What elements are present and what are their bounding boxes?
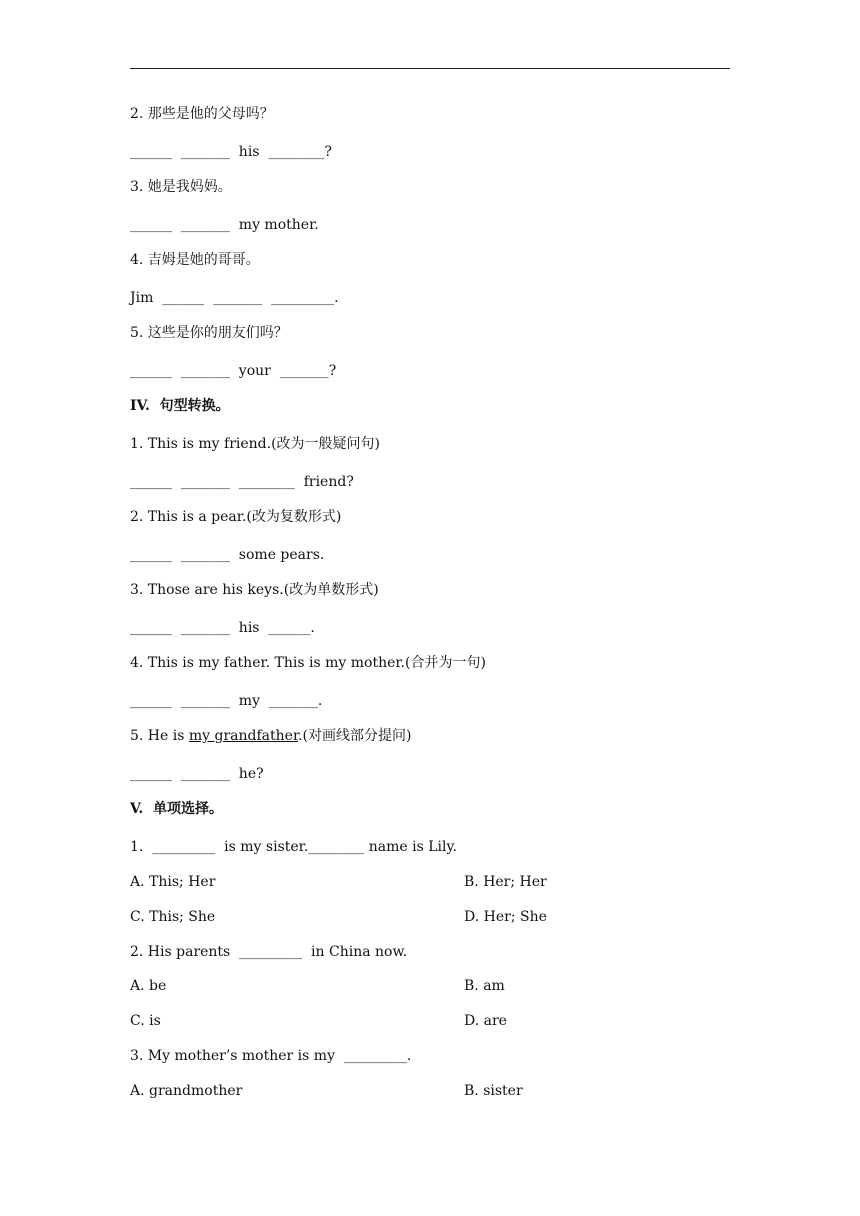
option-5-1-a[interactable]: A. This; Her	[130, 874, 216, 890]
answer-blank-4-2[interactable]: ______ _______ some pears.	[130, 547, 325, 563]
option-5-2-a[interactable]: A. be	[130, 978, 167, 994]
section-5-heading: V. 单项选择。	[130, 801, 224, 817]
question-3-4: 4. 吉姆是她的哥哥。	[130, 252, 260, 268]
question-4-5-suffix: .(对画线部分提问)	[298, 728, 412, 744]
option-5-3-a[interactable]: A. grandmother	[130, 1083, 243, 1099]
option-5-2-c[interactable]: C. is	[130, 1013, 161, 1029]
answer-blank-3-3[interactable]: ______ _______ my mother.	[130, 217, 319, 233]
question-4-5-prefix: 5. He is	[130, 728, 189, 744]
question-4-5	[130, 727, 411, 745]
section-4-heading: IV. 句型转换。	[130, 398, 230, 414]
option-5-3-b[interactable]: B. sister	[464, 1083, 523, 1099]
question-5-3: 3. My mother’s mother is my _________.	[130, 1048, 412, 1064]
option-5-1-b[interactable]: B. Her; Her	[464, 874, 547, 890]
answer-blank-4-5[interactable]: ______ _______ he?	[130, 766, 264, 782]
answer-blank-4-3[interactable]: ______ _______ his ______.	[130, 620, 315, 636]
option-5-1-d[interactable]: D. Her; She	[464, 909, 547, 925]
answer-blank-4-1[interactable]: ______ _______ ________ friend?	[130, 474, 354, 490]
header-rule	[130, 68, 730, 69]
answer-blank-3-2[interactable]: ______ _______ his ________?	[130, 144, 332, 160]
question-4-4: 4. This is my father. This is my mother.(合并为一句)	[130, 655, 486, 671]
question-4-2: 2. This is a pear.(改为复数形式)	[130, 509, 342, 525]
answer-blank-4-4[interactable]: ______ _______ my _______.	[130, 693, 323, 709]
question-3-3: 3. 她是我妈妈。	[130, 179, 232, 195]
question-3-5: 5. 这些是你的朋友们吗？	[130, 325, 288, 341]
underlined-phrase: my grandfather	[188, 728, 299, 744]
answer-blank-3-5[interactable]: ______ _______ your _______?	[130, 363, 337, 379]
option-5-2-d[interactable]: D. are	[464, 1013, 507, 1029]
question-4-1: 1. This is my friend.(改为一般疑问句)	[130, 436, 381, 452]
option-5-2-b[interactable]: B. am	[464, 978, 505, 994]
question-5-1: 1. _________ is my sister.________ name is Lily.	[130, 839, 457, 855]
question-5-2: 2. His parents _________ in China now.	[130, 944, 408, 960]
option-5-1-c[interactable]: C. This; She	[130, 909, 216, 925]
answer-blank-3-4[interactable]: Jim ______ _______ _________.	[130, 290, 339, 306]
question-3-2: 2. 那些是他的父母吗？	[130, 106, 274, 122]
question-4-3: 3. Those are his keys.(改为单数形式)	[130, 582, 379, 598]
